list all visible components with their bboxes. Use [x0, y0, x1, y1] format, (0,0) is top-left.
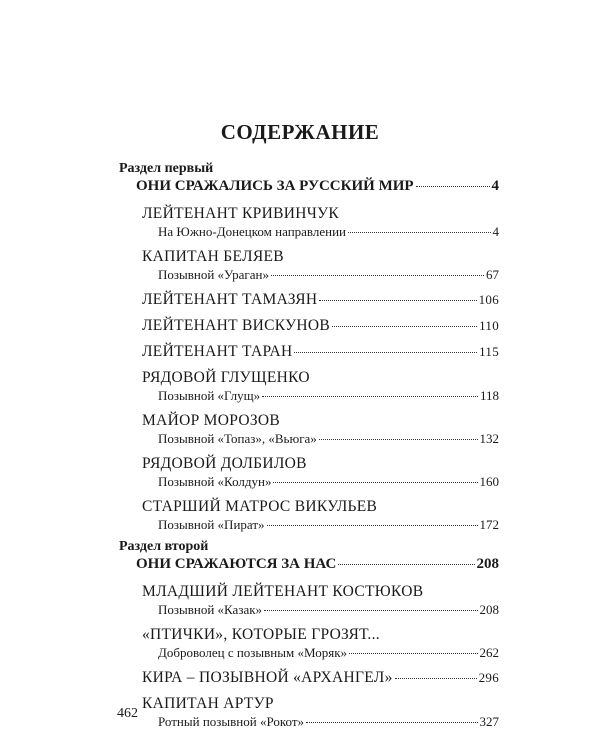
toc-entry[interactable] [142, 368, 499, 404]
entry-heading: МАЙОР МОРОЗОВ [142, 412, 281, 429]
entry-heading: РЯДОВОЙ ДОЛБИЛОВ [142, 455, 307, 472]
entry-page: 118 [479, 388, 499, 403]
entry-heading-row [142, 316, 499, 335]
entry-heading-row [142, 290, 499, 309]
leader-dots [319, 439, 478, 440]
leader-dots [348, 232, 490, 233]
entry-page: 296 [478, 670, 499, 685]
leader-dots [267, 525, 478, 526]
entry-heading: СТАРШИЙ МАТРОС ВИКУЛЬЕВ [142, 498, 378, 515]
section-title: ОНИ СРАЖАЛИСЬ ЗА РУССКИЙ МИР [136, 178, 414, 194]
entry-heading: ЛЕЙТЕНАНТ ТАМАЗЯН [142, 291, 318, 308]
entry-page: 110 [479, 318, 499, 333]
leader-dots [306, 722, 477, 723]
toc-entry[interactable] [142, 290, 499, 309]
toc-entry[interactable] [142, 247, 499, 283]
entry-page: 4 [492, 224, 499, 239]
entry-page: 132 [479, 431, 499, 446]
entry-heading: «ПТИЧКИ», КОТОРЫЕ ГРОЗЯТ... [142, 626, 380, 643]
entry-heading: РЯДОВОЙ ГЛУЩЕНКО [142, 369, 310, 386]
toc-section [119, 539, 499, 730]
section-title: ОНИ СРАЖАЮТСЯ ЗА НАС [136, 556, 337, 572]
leader-dots [294, 352, 477, 353]
entry-subtitle-row [158, 644, 499, 661]
entry-subtitle: Позывной «Пират» [158, 517, 265, 532]
entry-page: 262 [479, 645, 499, 660]
leader-dots [262, 396, 478, 397]
entry-heading: ЛЕЙТЕНАНТ ТАРАН [142, 343, 293, 360]
entry-page: 160 [479, 474, 499, 489]
page-number: 462 [117, 706, 138, 721]
entry-subtitle-row [158, 387, 499, 404]
section-label: Раздел второй [119, 539, 209, 554]
section-page: 208 [476, 556, 499, 572]
leader-dots [273, 482, 477, 483]
leader-dots [319, 300, 476, 301]
entry-subtitle: Позывной «Глущ» [158, 388, 261, 403]
entry-page: 208 [479, 602, 499, 617]
entry-page: 106 [478, 292, 499, 307]
entry-subtitle: Позывной «Ураган» [158, 267, 269, 282]
toc-section [119, 161, 499, 533]
entry-heading-row [142, 668, 499, 687]
entry-page: 172 [479, 517, 499, 532]
page-title: СОДЕРЖАНИЕ [220, 120, 380, 144]
leader-dots [416, 186, 490, 187]
toc-entry[interactable] [142, 342, 499, 361]
leader-dots [338, 564, 474, 565]
entry-subtitle: Доброволец с позывным «Моряк» [158, 645, 348, 660]
leader-dots [264, 610, 477, 611]
entry-page: 115 [479, 344, 499, 359]
leader-dots [349, 653, 477, 654]
section-title-row[interactable] [136, 177, 499, 195]
entry-heading: ЛЕЙТЕНАНТ ВИСКУНОВ [142, 317, 331, 334]
entry-page: 327 [479, 714, 499, 729]
entry-page: 67 [486, 267, 499, 282]
entry-heading: ЛЕЙТЕНАНТ КРИВИНЧУК [142, 205, 339, 222]
toc-entry[interactable] [142, 625, 499, 661]
toc-entry[interactable] [142, 204, 499, 240]
leader-dots [332, 326, 477, 327]
toc-entry[interactable] [142, 316, 499, 335]
table-of-contents [119, 161, 499, 730]
entry-heading: МЛАДШИЙ ЛЕЙТЕНАНТ КОСТЮКОВ [142, 583, 424, 600]
section-title-row[interactable] [136, 555, 499, 573]
entry-subtitle-row [158, 713, 499, 730]
entry-heading-row [142, 342, 499, 361]
toc-entry[interactable] [142, 582, 499, 618]
section-label: Раздел первый [119, 161, 214, 176]
section-page: 4 [491, 178, 499, 194]
entry-heading: КАПИТАН АРТУР [142, 695, 274, 712]
toc-entry[interactable] [142, 668, 499, 687]
entry-subtitle: Позывной «Топаз», «Вьюга» [158, 431, 317, 446]
toc-entry[interactable] [142, 694, 499, 730]
entry-subtitle: Ротный позывной «Рокот» [158, 714, 305, 729]
entry-subtitle-row [158, 223, 499, 240]
entry-subtitle: Позывной «Колдун» [158, 474, 272, 489]
entry-subtitle-row [158, 516, 499, 533]
entry-subtitle-row [158, 430, 499, 447]
leader-dots [395, 678, 477, 679]
entry-subtitle-row [158, 601, 499, 618]
toc-entry[interactable] [142, 454, 499, 490]
entry-subtitle: Позывной «Казак» [158, 602, 263, 617]
entry-heading: КАПИТАН БЕЛЯЕВ [142, 248, 284, 265]
entry-heading: КИРА – ПОЗЫВНОЙ «АРХАНГЕЛ» [142, 669, 393, 686]
entry-subtitle-row [158, 266, 499, 283]
entry-subtitle-row [158, 473, 499, 490]
toc-entry[interactable] [142, 497, 499, 533]
toc-entry[interactable] [142, 411, 499, 447]
entry-subtitle: На Южно-Донецком направлении [158, 224, 347, 239]
leader-dots [271, 275, 484, 276]
